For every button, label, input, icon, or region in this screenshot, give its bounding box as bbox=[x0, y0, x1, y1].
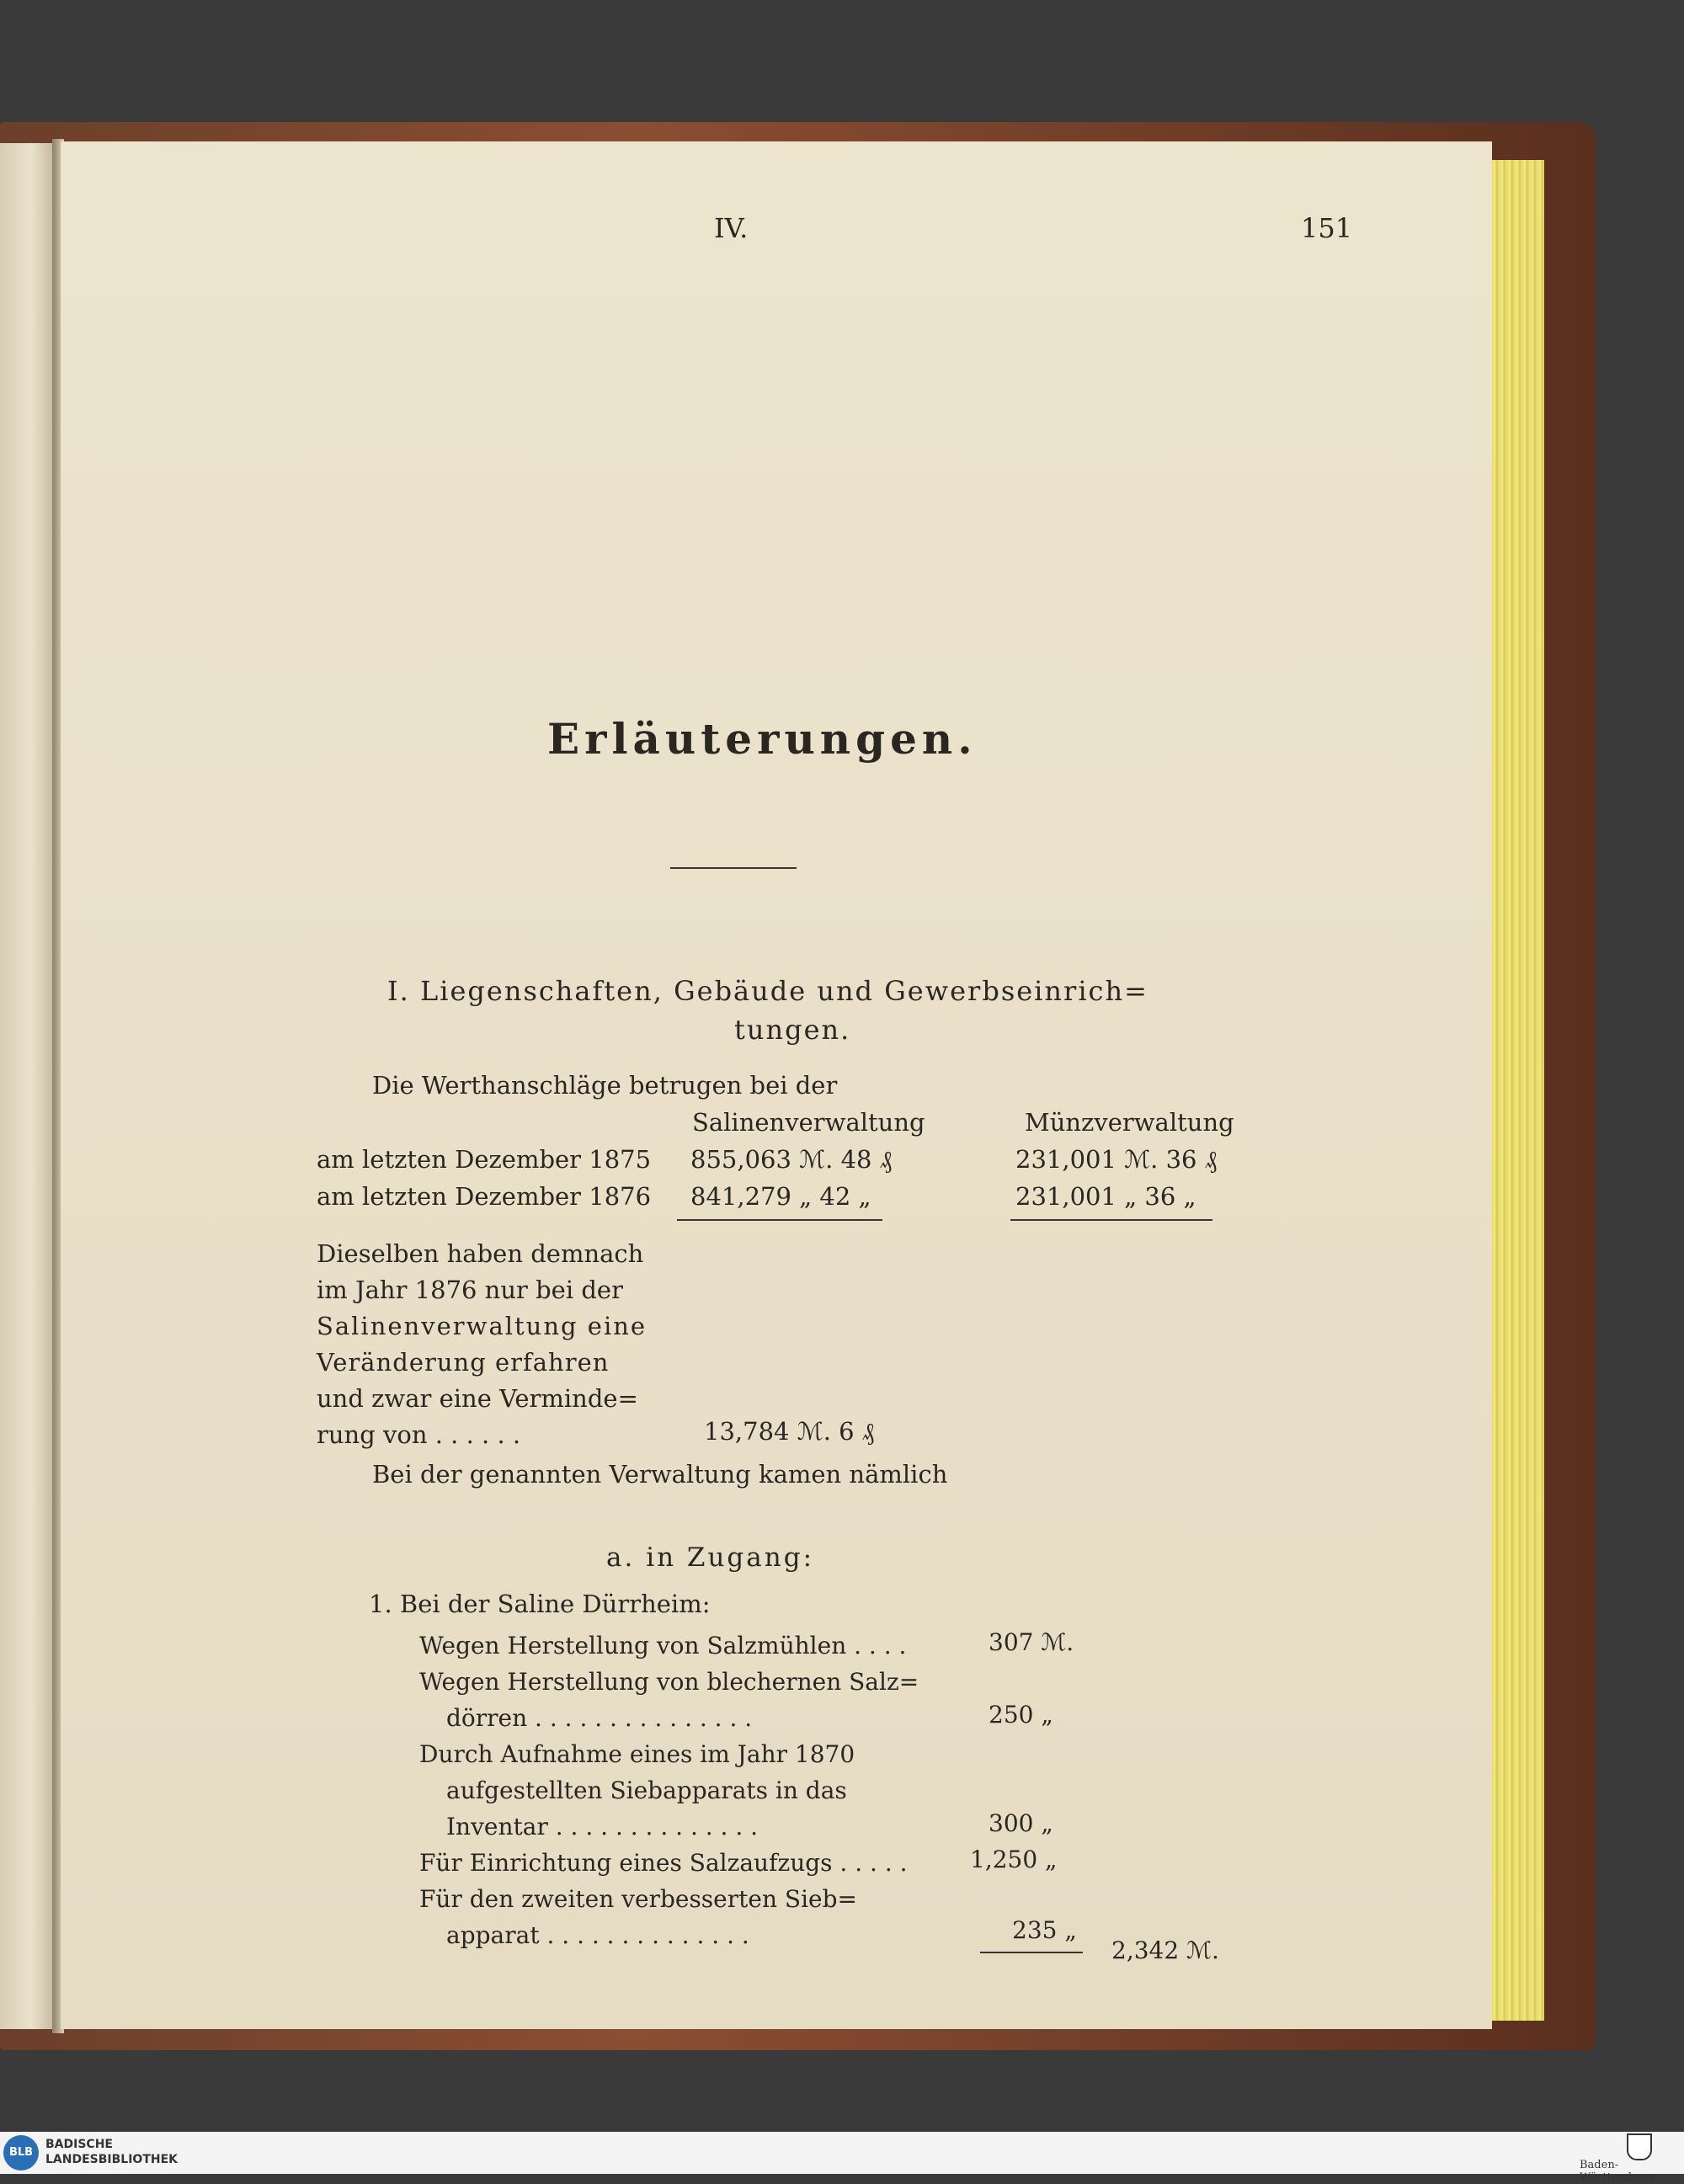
paragraph-line: im Jahr 1876 nur bei der bbox=[317, 1276, 623, 1304]
table-rule bbox=[677, 1219, 882, 1221]
section-heading-line2: tungen. bbox=[734, 1014, 851, 1046]
left-page-edge bbox=[0, 143, 52, 2029]
entry-amount: 300 „ bbox=[989, 1809, 1053, 1837]
paragraph-line: und zwar eine Verminde= bbox=[317, 1384, 638, 1413]
entry-amount: 307 ℳ. bbox=[989, 1628, 1074, 1656]
entry-text: Wegen Herstellung von blechernen Salz= bbox=[419, 1668, 919, 1696]
entry-amount: 250 „ bbox=[989, 1701, 1053, 1729]
page-number: 151 bbox=[1301, 212, 1353, 244]
table-cell: 231,001 ℳ. 36 ₰ bbox=[1015, 1145, 1218, 1174]
table-row-label: am letzten Dezember 1876 bbox=[317, 1182, 652, 1211]
blb-logo: BLB bbox=[3, 2135, 39, 2171]
column-header-muenz: Münzverwaltung bbox=[1025, 1108, 1234, 1137]
section-heading-line1: I. Liegenschaften, Gebäude und Gewerbseinrich= bbox=[387, 975, 1148, 1007]
page-edges bbox=[1492, 160, 1544, 2021]
state-name: Baden-Württemberg bbox=[1580, 2159, 1655, 2184]
page-title: Erläuterungen. bbox=[547, 714, 978, 764]
reduction-amount: 13,784 ℳ. 6 ₰ bbox=[704, 1417, 875, 1446]
note-text: Bei der genannten Verwaltung kamen nämlich bbox=[372, 1460, 948, 1489]
library-name bbox=[45, 2137, 178, 2167]
item-heading: 1. Bei der Saline Dürrheim: bbox=[369, 1590, 711, 1618]
table-cell: 855,063 ℳ. 48 ₰ bbox=[690, 1145, 893, 1174]
paragraph-line: Dieselben haben demnach bbox=[317, 1239, 644, 1268]
paragraph-line: Veränderung erfahren bbox=[317, 1348, 610, 1377]
table-cell: 231,001 „ 36 „ bbox=[1015, 1182, 1196, 1211]
table-cell: 841,279 „ 42 „ bbox=[690, 1182, 871, 1211]
section-number: IV. bbox=[714, 212, 749, 244]
library-name-line: LANDESBIBLIOTHEK bbox=[45, 2153, 179, 2166]
title-rule bbox=[670, 867, 797, 869]
paragraph-line: rung von . . . . . . bbox=[317, 1420, 521, 1449]
intro-text: Die Werthanschläge betrugen bei der bbox=[372, 1071, 838, 1100]
entry-amount: 235 „ bbox=[1012, 1916, 1077, 1944]
column-header-saline: Salinenverwaltung bbox=[692, 1108, 925, 1137]
entry-text: Durch Aufnahme eines im Jahr 1870 bbox=[419, 1740, 855, 1768]
entry-text: Für den zweiten verbesserten Sieb= bbox=[419, 1885, 857, 1913]
table-rule bbox=[1010, 1219, 1212, 1221]
entry-text: dörren . . . . . . . . . . . . . . . bbox=[446, 1704, 753, 1732]
paragraph-line: Salinenverwaltung eine bbox=[317, 1312, 647, 1340]
entry-text: aufgestellten Siebapparats in das bbox=[446, 1776, 847, 1804]
state-crest-icon bbox=[1627, 2133, 1652, 2160]
entry-text: Wegen Herstellung von Salzmühlen . . . . bbox=[419, 1632, 907, 1659]
entry-text: Für Einrichtung eines Salzaufzugs . . . . . bbox=[419, 1849, 908, 1877]
book-page bbox=[61, 141, 1492, 2029]
table-row-label: am letzten Dezember 1875 bbox=[317, 1145, 652, 1174]
entry-text: Inventar . . . . . . . . . . . . . . bbox=[446, 1813, 759, 1840]
paragraph bbox=[317, 1236, 647, 1453]
entries-total: 2,342 ℳ. bbox=[1111, 1936, 1219, 1964]
sum-rule bbox=[980, 1952, 1083, 1953]
library-name-line: BADISCHE bbox=[45, 2138, 113, 2151]
footer-bar bbox=[0, 2132, 1684, 2184]
entry-text: apparat . . . . . . . . . . . . . . bbox=[446, 1921, 749, 1949]
subheading: a. in Zugang: bbox=[606, 1542, 815, 1573]
entry-amount: 1,250 „ bbox=[970, 1846, 1058, 1873]
